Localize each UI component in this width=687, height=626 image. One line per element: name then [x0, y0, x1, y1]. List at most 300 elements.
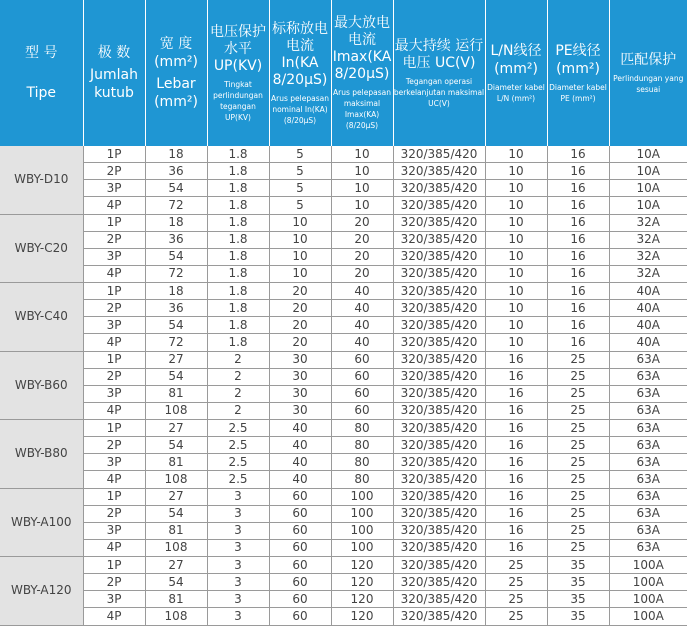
table-cell: 2P	[83, 231, 145, 248]
table-cell: 2.5	[207, 471, 269, 488]
table-row	[0, 334, 687, 351]
table-cell: 36	[145, 163, 207, 180]
table-cell: 20	[331, 231, 393, 248]
table-cell: 20	[269, 317, 331, 334]
table-row	[0, 574, 687, 591]
header-ln-main: L/N线径 (mm²)	[486, 42, 547, 78]
table-cell: 2	[207, 351, 269, 368]
table-cell: 320/385/420	[393, 317, 485, 334]
table-cell: 16	[485, 454, 547, 471]
table-cell: 54	[145, 437, 207, 454]
table-cell: 10A	[609, 197, 687, 214]
table-cell: 10	[269, 265, 331, 282]
table-cell: 4P	[83, 608, 145, 625]
table-cell: 35	[547, 591, 609, 608]
header-pe-id: Diameter kabel PE (mm²)	[548, 82, 609, 104]
table-cell: 10A	[609, 146, 687, 163]
table-cell: 27	[145, 488, 207, 505]
table-cell: 16	[485, 522, 547, 539]
header-uc-id: Tegangan operasi berkelanjutan maksimal UC(V)	[394, 76, 485, 109]
table-cell: 10A	[609, 180, 687, 197]
table-cell: 120	[331, 608, 393, 625]
header-in-id: Arus pelepasan nominal In(KA) (8/20μS)	[270, 93, 331, 126]
table-cell: 36	[145, 231, 207, 248]
table-cell: 2P	[83, 163, 145, 180]
table-cell: 1P	[83, 420, 145, 437]
table-cell: 80	[331, 420, 393, 437]
table-cell: 36	[145, 300, 207, 317]
table-cell: 60	[331, 351, 393, 368]
table-cell: 2P	[83, 300, 145, 317]
table-cell: 1P	[83, 351, 145, 368]
table-cell: 4P	[83, 471, 145, 488]
table-cell: 3P	[83, 317, 145, 334]
table-cell: 16	[547, 283, 609, 300]
table-cell: 40	[269, 420, 331, 437]
table-cell: 3	[207, 557, 269, 574]
table-cell: 16	[485, 385, 547, 402]
table-cell: 2	[207, 368, 269, 385]
table-cell: 3P	[83, 385, 145, 402]
table-cell: 16	[547, 265, 609, 282]
header-up-main: 电压保护 水平 UP(KV)	[208, 24, 269, 75]
table-cell: 1.8	[207, 334, 269, 351]
table-cell: 10A	[609, 163, 687, 180]
table-cell: 25	[547, 368, 609, 385]
table-cell: 2.5	[207, 437, 269, 454]
table-cell: 320/385/420	[393, 300, 485, 317]
table-cell: 320/385/420	[393, 437, 485, 454]
table-cell: 100A	[609, 591, 687, 608]
table-cell: 10	[485, 231, 547, 248]
table-cell: 108	[145, 539, 207, 556]
table-cell: 16	[485, 402, 547, 419]
table-cell: 3	[207, 488, 269, 505]
table-cell: 60	[269, 557, 331, 574]
table-cell: 16	[485, 368, 547, 385]
table-cell: 1.8	[207, 300, 269, 317]
table-cell: 25	[547, 420, 609, 437]
table-cell: 60	[331, 385, 393, 402]
model-type-cell: WBY-A100	[0, 488, 83, 557]
table-cell: 63A	[609, 437, 687, 454]
table-cell: 25	[485, 574, 547, 591]
table-cell: 320/385/420	[393, 334, 485, 351]
table-cell: 81	[145, 522, 207, 539]
header-poles-main: 极 数	[84, 44, 145, 62]
table-cell: 27	[145, 420, 207, 437]
table-cell: 3	[207, 591, 269, 608]
table-cell: 54	[145, 574, 207, 591]
table-row	[0, 248, 687, 265]
table-cell: 10	[485, 163, 547, 180]
table-cell: 1.8	[207, 214, 269, 231]
table-cell: 54	[145, 505, 207, 522]
table-cell: 25	[547, 454, 609, 471]
header-width-main: 宽 度 (mm²)	[146, 35, 207, 71]
table-cell: 54	[145, 368, 207, 385]
table-cell: 18	[145, 146, 207, 163]
table-cell: 320/385/420	[393, 180, 485, 197]
table-row	[0, 608, 687, 625]
model-type-cell: WBY-D10	[0, 146, 83, 214]
table-row	[0, 317, 687, 334]
header-type-main: 型 号	[0, 44, 83, 62]
table-row	[0, 180, 687, 197]
table-cell: 80	[331, 454, 393, 471]
header-width-id: Lebar (mm²)	[146, 75, 207, 111]
table-row	[0, 402, 687, 419]
table-cell: 16	[485, 488, 547, 505]
table-row	[0, 265, 687, 282]
table-cell: 16	[485, 351, 547, 368]
table-cell: 63A	[609, 420, 687, 437]
table-cell: 63A	[609, 505, 687, 522]
table-cell: 3P	[83, 454, 145, 471]
table-row	[0, 557, 687, 574]
table-row	[0, 214, 687, 231]
table-cell: 320/385/420	[393, 454, 485, 471]
table-cell: 25	[485, 557, 547, 574]
table-cell: 16	[485, 471, 547, 488]
table-cell: 1P	[83, 214, 145, 231]
table-cell: 320/385/420	[393, 505, 485, 522]
table-cell: 40	[331, 283, 393, 300]
table-cell: 3	[207, 539, 269, 556]
header-imax	[331, 0, 393, 146]
table-cell: 18	[145, 283, 207, 300]
table-cell: 16	[547, 317, 609, 334]
table-cell: 40	[331, 334, 393, 351]
table-cell: 100	[331, 488, 393, 505]
table-row	[0, 385, 687, 402]
table-cell: 81	[145, 591, 207, 608]
table-cell: 16	[547, 146, 609, 163]
table-cell: 1.8	[207, 283, 269, 300]
table-cell: 16	[547, 231, 609, 248]
table-cell: 1P	[83, 283, 145, 300]
table-cell: 25	[485, 591, 547, 608]
table-cell: 20	[269, 300, 331, 317]
table-cell: 60	[269, 591, 331, 608]
table-cell: 20	[269, 283, 331, 300]
table-cell: 5	[269, 180, 331, 197]
table-cell: 16	[547, 197, 609, 214]
table-cell: 320/385/420	[393, 351, 485, 368]
table-row	[0, 368, 687, 385]
header-in-main: 标称放电 电流 In(KA 8/20μS)	[270, 21, 331, 89]
table-cell: 320/385/420	[393, 283, 485, 300]
table-row	[0, 454, 687, 471]
header-pe-main: PE线径 (mm²)	[548, 42, 609, 78]
table-cell: 40	[331, 317, 393, 334]
table-cell: 3P	[83, 522, 145, 539]
table-cell: 100	[331, 539, 393, 556]
table-cell: 3P	[83, 591, 145, 608]
table-cell: 60	[269, 522, 331, 539]
table-cell: 1.8	[207, 163, 269, 180]
table-cell: 40A	[609, 317, 687, 334]
table-cell: 1.8	[207, 265, 269, 282]
table-cell: 20	[331, 265, 393, 282]
table-cell: 2	[207, 385, 269, 402]
table-cell: 320/385/420	[393, 557, 485, 574]
table-cell: 25	[547, 488, 609, 505]
table-cell: 80	[331, 471, 393, 488]
table-cell: 35	[547, 574, 609, 591]
table-cell: 2P	[83, 368, 145, 385]
table-cell: 72	[145, 265, 207, 282]
table-cell: 10	[485, 300, 547, 317]
table-cell: 1.8	[207, 146, 269, 163]
header-ln	[485, 0, 547, 146]
table-cell: 25	[547, 539, 609, 556]
table-cell: 108	[145, 471, 207, 488]
table-cell: 40A	[609, 283, 687, 300]
table-cell: 5	[269, 146, 331, 163]
table-row	[0, 197, 687, 214]
table-cell: 4P	[83, 197, 145, 214]
table-cell: 100A	[609, 574, 687, 591]
table-cell: 63A	[609, 522, 687, 539]
table-cell: 25	[547, 437, 609, 454]
table-cell: 100A	[609, 557, 687, 574]
header-uc	[393, 0, 485, 146]
table-cell: 16	[485, 505, 547, 522]
table-cell: 60	[269, 574, 331, 591]
table-cell: 25	[547, 385, 609, 402]
table-cell: 25	[547, 505, 609, 522]
table-cell: 27	[145, 351, 207, 368]
header-width	[145, 0, 207, 146]
table-cell: 1P	[83, 146, 145, 163]
header-type	[0, 0, 83, 146]
table-cell: 320/385/420	[393, 539, 485, 556]
header-ln-id: Diameter kabel L/N (mm²)	[486, 82, 547, 104]
table-cell: 54	[145, 248, 207, 265]
table-row	[0, 488, 687, 505]
table-cell: 320/385/420	[393, 163, 485, 180]
table-cell: 2.5	[207, 454, 269, 471]
model-type-cell: WBY-C40	[0, 283, 83, 352]
table-cell: 4P	[83, 334, 145, 351]
table-cell: 32A	[609, 231, 687, 248]
table-cell: 10	[485, 317, 547, 334]
table-cell: 320/385/420	[393, 608, 485, 625]
table-cell: 54	[145, 317, 207, 334]
table-cell: 4P	[83, 402, 145, 419]
table-cell: 2P	[83, 437, 145, 454]
table-cell: 63A	[609, 471, 687, 488]
table-cell: 25	[547, 402, 609, 419]
table-cell: 40	[331, 300, 393, 317]
table-row	[0, 163, 687, 180]
table-cell: 120	[331, 591, 393, 608]
table-cell: 25	[485, 608, 547, 625]
table-cell: 81	[145, 385, 207, 402]
table-row	[0, 351, 687, 368]
table-cell: 81	[145, 454, 207, 471]
table-cell: 10	[269, 214, 331, 231]
table-cell: 40	[269, 437, 331, 454]
table-cell: 20	[331, 214, 393, 231]
table-cell: 60	[269, 488, 331, 505]
table-cell: 63A	[609, 351, 687, 368]
table-cell: 10	[485, 283, 547, 300]
table-cell: 320/385/420	[393, 265, 485, 282]
table-cell: 10	[485, 197, 547, 214]
header-protection-id: Perlindungan yang sesuai	[610, 73, 687, 95]
table-cell: 30	[269, 368, 331, 385]
table-row	[0, 300, 687, 317]
table-cell: 60	[269, 608, 331, 625]
table-cell: 40	[269, 471, 331, 488]
table-row	[0, 146, 687, 163]
table-cell: 30	[269, 402, 331, 419]
table-cell: 16	[547, 248, 609, 265]
table-cell: 60	[269, 505, 331, 522]
table-cell: 16	[547, 163, 609, 180]
table-cell: 10	[269, 248, 331, 265]
table-cell: 35	[547, 557, 609, 574]
table-row	[0, 539, 687, 556]
table-cell: 10	[485, 146, 547, 163]
table-cell: 10	[331, 146, 393, 163]
table-cell: 16	[547, 300, 609, 317]
table-cell: 10	[485, 265, 547, 282]
table-cell: 20	[269, 334, 331, 351]
table-cell: 320/385/420	[393, 591, 485, 608]
table-cell: 320/385/420	[393, 471, 485, 488]
model-type-cell: WBY-B60	[0, 351, 83, 420]
table-row	[0, 231, 687, 248]
header-in	[269, 0, 331, 146]
table-cell: 35	[547, 608, 609, 625]
table-cell: 32A	[609, 265, 687, 282]
header-protection-main: 匹配保护	[610, 51, 687, 69]
table-cell: 32A	[609, 214, 687, 231]
table-cell: 320/385/420	[393, 574, 485, 591]
table-cell: 25	[547, 351, 609, 368]
table-cell: 10	[331, 180, 393, 197]
table-body	[0, 146, 687, 625]
header-imax-id: Arus pelepasan maksimal Imax(KA) (8/20μS)	[332, 87, 393, 131]
table-cell: 10	[485, 180, 547, 197]
table-cell: 25	[547, 522, 609, 539]
table-cell: 320/385/420	[393, 368, 485, 385]
table-cell: 1.8	[207, 180, 269, 197]
table-cell: 320/385/420	[393, 385, 485, 402]
table-cell: 10	[269, 231, 331, 248]
table-cell: 4P	[83, 265, 145, 282]
table-cell: 4P	[83, 539, 145, 556]
header-row	[0, 0, 687, 146]
table-cell: 100	[331, 505, 393, 522]
table-cell: 320/385/420	[393, 231, 485, 248]
table-cell: 2P	[83, 574, 145, 591]
table-row	[0, 283, 687, 300]
table-cell: 40A	[609, 300, 687, 317]
table-cell: 3P	[83, 180, 145, 197]
table-cell: 3P	[83, 248, 145, 265]
table-cell: 108	[145, 402, 207, 419]
table-row	[0, 591, 687, 608]
header-poles	[83, 0, 145, 146]
header-pe	[547, 0, 609, 146]
table-cell: 16	[547, 334, 609, 351]
table-cell: 63A	[609, 454, 687, 471]
table-cell: 30	[269, 385, 331, 402]
table-row	[0, 522, 687, 539]
table-cell: 25	[547, 471, 609, 488]
table-cell: 10	[331, 163, 393, 180]
table-cell: 27	[145, 557, 207, 574]
table-cell: 2	[207, 402, 269, 419]
table-cell: 18	[145, 214, 207, 231]
header-imax-main: 最大放电 电流 Imax(KA 8/20μS)	[332, 15, 393, 83]
table-row	[0, 505, 687, 522]
table-cell: 3	[207, 574, 269, 591]
table-cell: 5	[269, 197, 331, 214]
table-cell: 40	[269, 454, 331, 471]
table-cell: 60	[331, 402, 393, 419]
header-up-id: Tingkat perlindungan tegangan UP(KV)	[208, 79, 269, 123]
table-cell: 320/385/420	[393, 402, 485, 419]
table-cell: 10	[485, 248, 547, 265]
table-cell: 1.8	[207, 197, 269, 214]
table-cell: 1.8	[207, 231, 269, 248]
header-up	[207, 0, 269, 146]
table-cell: 320/385/420	[393, 420, 485, 437]
table-cell: 80	[331, 437, 393, 454]
table-cell: 320/385/420	[393, 522, 485, 539]
header-uc-main: 最大持续 运行电压 UC(V)	[394, 38, 485, 72]
table-cell: 60	[331, 368, 393, 385]
table-cell: 1.8	[207, 317, 269, 334]
table-cell: 120	[331, 557, 393, 574]
header-poles-id: Jumlah kutub	[84, 66, 145, 102]
table-cell: 10	[485, 334, 547, 351]
table-cell: 16	[485, 437, 547, 454]
table-cell: 54	[145, 180, 207, 197]
table-cell: 320/385/420	[393, 248, 485, 265]
table-cell: 320/385/420	[393, 197, 485, 214]
header-protection	[609, 0, 687, 146]
table-cell: 5	[269, 163, 331, 180]
model-type-cell: WBY-A120	[0, 557, 83, 626]
table-row	[0, 437, 687, 454]
table-row	[0, 471, 687, 488]
table-cell: 16	[485, 539, 547, 556]
table-cell: 32A	[609, 248, 687, 265]
table-cell: 16	[485, 420, 547, 437]
model-type-cell: WBY-B80	[0, 420, 83, 489]
table-cell: 320/385/420	[393, 146, 485, 163]
table-cell: 30	[269, 351, 331, 368]
table-cell: 63A	[609, 402, 687, 419]
table-cell: 100A	[609, 608, 687, 625]
table-row	[0, 420, 687, 437]
table-cell: 120	[331, 574, 393, 591]
table-cell: 1P	[83, 488, 145, 505]
table-cell: 60	[269, 539, 331, 556]
model-type-cell: WBY-C20	[0, 214, 83, 283]
table-cell: 72	[145, 197, 207, 214]
table-cell: 2.5	[207, 420, 269, 437]
table-cell: 10	[331, 197, 393, 214]
table-cell: 72	[145, 334, 207, 351]
table-cell: 63A	[609, 488, 687, 505]
